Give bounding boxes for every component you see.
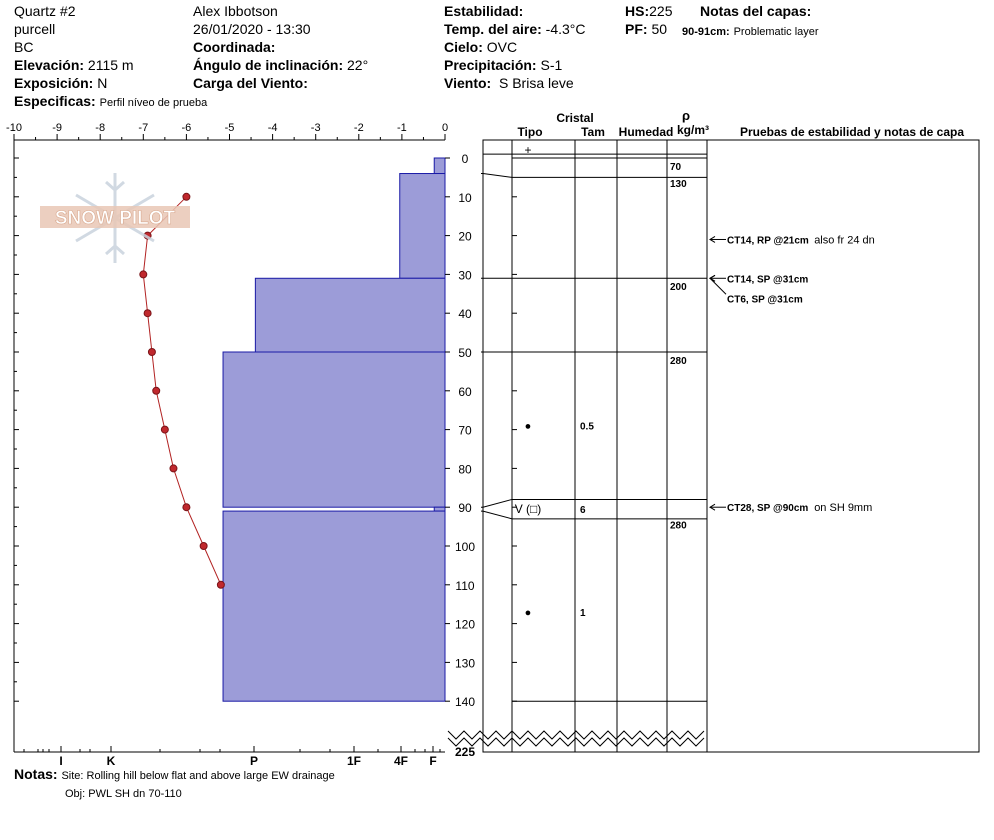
test-label: CT14, SP @31cm <box>727 274 809 286</box>
hs-label: HS: <box>625 3 650 19</box>
temperature-point <box>200 543 207 550</box>
elevation-value: 2115 m <box>87 57 134 73</box>
depth-tick-label: 20 <box>458 229 472 244</box>
temperature-point <box>144 310 151 317</box>
depth-tick-label: 70 <box>458 423 472 438</box>
layer-connector <box>481 499 512 507</box>
windload-label: Carga del Viento: <box>193 75 308 91</box>
hardness-label: F <box>429 754 437 768</box>
depth-tick-label: 140 <box>454 695 476 710</box>
region: BC <box>14 39 34 55</box>
header-rho: ρ <box>681 108 691 123</box>
datetime: 26/01/2020 - 13:30 <box>193 21 311 37</box>
density-value: 130 <box>670 179 687 191</box>
precip-label: Precipitación: <box>444 57 537 73</box>
table-frame <box>483 140 979 752</box>
depth-tick-label: 130 <box>454 656 476 671</box>
precip-value: S-1 <box>540 57 563 73</box>
layer-connector <box>481 511 512 519</box>
density-value: 200 <box>670 282 687 294</box>
crystal-type: ● <box>524 606 532 619</box>
test-arrow-line <box>710 278 726 294</box>
test-label: CT6, SP @31cm <box>727 294 803 306</box>
layer-connector <box>481 174 512 178</box>
temp-tick-label: -5 <box>224 122 235 134</box>
depth-tick-label: 100 <box>454 540 476 554</box>
hardness-bar <box>255 278 445 352</box>
specifics-label: Especificas: <box>14 93 96 109</box>
density-value: 70 <box>670 161 682 173</box>
air-temp-label: Temp. del aire: <box>444 21 542 37</box>
depth-tick-label: 60 <box>458 384 472 399</box>
notes-label: Notas: <box>14 766 58 782</box>
test-note: also fr 24 dn <box>814 234 875 247</box>
temperature-point <box>148 349 155 356</box>
air-temp-value: -4.3°C <box>545 21 586 37</box>
temp-tick-label: -3 <box>310 122 321 134</box>
snowflake-icon <box>40 168 190 268</box>
crystal-size: 0.5 <box>580 421 594 433</box>
density-value: 280 <box>670 520 687 532</box>
wind-value: S Brisa leve <box>498 75 574 91</box>
depth-tick-label: 10 <box>458 190 472 205</box>
hardness-bar <box>434 158 445 174</box>
temp-tick-label: 0 <box>441 122 449 134</box>
hardness-label: 4F <box>393 754 409 768</box>
temperature-point <box>170 465 177 472</box>
crystal-type: ● <box>524 420 532 433</box>
aspect-value: N <box>97 75 108 91</box>
depth-tick-label: 50 <box>458 346 472 360</box>
header-density-unit: kg/m³ <box>676 123 710 137</box>
hardness-label: P <box>249 754 259 768</box>
hardness-bar <box>223 511 445 701</box>
layer-notes-label: Notas del capas: <box>700 3 812 19</box>
crystal-type: V (□) <box>514 502 542 517</box>
temp-tick-label: -4 <box>267 122 278 134</box>
depth-tick-label: 90 <box>458 501 472 516</box>
notes-obj: Obj: PWL SH dn 70-110 <box>65 788 182 800</box>
notes <box>14 766 335 785</box>
hardness-bars <box>223 158 445 701</box>
temp-tick-label: -6 <box>181 122 192 134</box>
elevation-label: Elevación: <box>14 57 85 73</box>
header-size: Tam <box>581 125 605 139</box>
aspect-label: Exposición: <box>14 75 94 91</box>
logo-text: SNOW PILOT <box>54 208 176 229</box>
depth-tick-label: 80 <box>458 462 472 477</box>
header-type: Tipo <box>517 125 543 139</box>
notes-site: Site: Rolling hill below flat and above large EW drainage <box>61 770 335 782</box>
layer-note-text: Problematic layer <box>733 26 819 38</box>
temp-tick-label: -7 <box>138 122 149 134</box>
wind-label: Viento: <box>444 75 492 91</box>
crystal-size: 1 <box>580 607 586 619</box>
header-moisture: Humedad <box>618 125 674 139</box>
test-label: CT14, RP @21cm <box>727 235 809 247</box>
break-zigzag-lower <box>448 738 704 746</box>
depth-tick-label: 120 <box>454 617 476 632</box>
temperature-point <box>183 504 190 511</box>
header-crystal: Cristal <box>556 111 594 125</box>
pf-value: 50 <box>651 21 668 37</box>
depth-tick-label: 0 <box>461 152 469 166</box>
pf-label: PF: <box>625 21 648 37</box>
density-value: 280 <box>670 355 687 367</box>
depth-tick-label: 40 <box>458 307 472 322</box>
stability-label: Estabilidad: <box>444 3 524 19</box>
test-label: CT28, SP @90cm <box>727 503 809 515</box>
hardness-bar <box>223 352 445 507</box>
incline-label: Ángulo de inclinación: <box>193 57 344 73</box>
temperature-point <box>140 271 147 278</box>
depth-tick-label: 30 <box>458 268 472 283</box>
snowpilot-logo <box>40 168 190 268</box>
crystal-type: + <box>524 143 532 158</box>
location-name: Quartz #2 <box>14 3 76 19</box>
hardness-bar <box>400 174 445 279</box>
hs-value: 225 <box>649 3 673 19</box>
mountain-range: purcell <box>14 21 56 37</box>
sky-label: Cielo: <box>444 39 483 55</box>
crystal-size: 6 <box>580 505 586 517</box>
temp-tick-label: -9 <box>52 122 62 134</box>
temp-tick-label: -2 <box>353 122 364 134</box>
temperature-point <box>161 426 168 433</box>
temperature-point <box>153 387 160 394</box>
observer: Alex Ibbotson <box>193 3 278 19</box>
hardness-label: K <box>106 754 116 768</box>
layer-note-range: 90-91cm: <box>682 26 730 38</box>
coordinate-label: Coordinada: <box>193 39 276 55</box>
temp-tick-label: -1 <box>397 122 407 134</box>
layer-table <box>448 108 979 752</box>
temperature-point <box>217 581 224 588</box>
incline-value: 22° <box>347 57 369 73</box>
specifics-value: Perfil níveo de prueba <box>99 97 208 109</box>
hardness-label: I <box>59 754 63 768</box>
temp-tick-label: -8 <box>95 122 106 134</box>
header-tests: Pruebas de estabilidad y notas de capa <box>739 125 965 139</box>
temp-tick-label: -10 <box>6 122 22 134</box>
sky-value: OVC <box>486 39 518 55</box>
hardness-label: 1F <box>346 754 362 768</box>
depth-tick-label: 110 <box>455 578 475 593</box>
depth-bottom-label: 225 <box>454 745 476 759</box>
hardness-bar <box>434 507 445 511</box>
test-note: on SH 9mm <box>814 502 873 515</box>
